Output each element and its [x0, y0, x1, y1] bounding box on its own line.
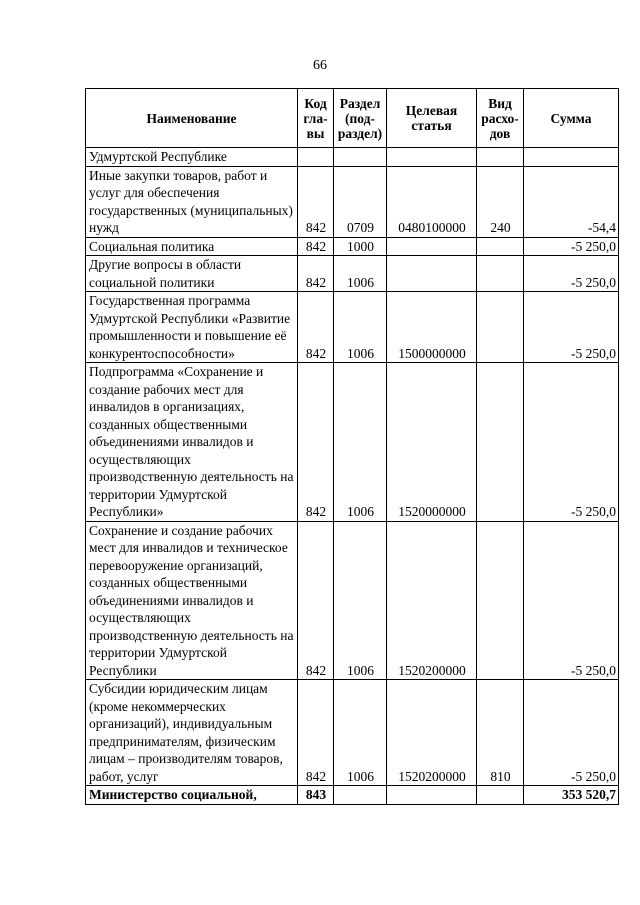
cell-type: 810 — [477, 680, 524, 786]
cell-target: 1520000000 — [387, 363, 477, 522]
cell-target — [387, 148, 477, 167]
cell-code — [298, 148, 334, 167]
cell-code: 842 — [298, 166, 334, 237]
header-type: Вид расхо- дов — [477, 89, 524, 148]
cell-target — [387, 237, 477, 256]
cell-code: 842 — [298, 363, 334, 522]
cell-name: Другие вопросы в области социальной политики — [86, 256, 298, 292]
cell-type: 240 — [477, 166, 524, 237]
header-name: Наименование — [86, 89, 298, 148]
cell-section: 1006 — [334, 521, 387, 680]
cell-name: Социальная политика — [86, 237, 298, 256]
page-number: 66 — [313, 58, 327, 73]
cell-target — [387, 256, 477, 292]
cell-section: 1006 — [334, 363, 387, 522]
cell-section: 1006 — [334, 292, 387, 363]
cell-target — [387, 786, 477, 805]
cell-name: Сохранение и создание рабочих мест для инвалидов и техническое перевооружение организаций, созданных общественными объединениями инвалидов и осуществляющих производственную деятельность на территории Удмуртской Республики — [86, 521, 298, 680]
table-row — [86, 521, 619, 680]
table-row — [86, 256, 619, 292]
cell-sum: -5 250,0 — [524, 363, 619, 522]
cell-section: 1006 — [334, 680, 387, 786]
table-row — [86, 292, 619, 363]
cell-type — [477, 148, 524, 167]
cell-code: 843 — [298, 786, 334, 805]
cell-sum: -54,4 — [524, 166, 619, 237]
cell-name: Государственная программа Удмуртской Республики «Развитие промышленности и повышение её конкурентоспособности» — [86, 292, 298, 363]
cell-target: 1520200000 — [387, 680, 477, 786]
cell-target: 1500000000 — [387, 292, 477, 363]
cell-code: 842 — [298, 292, 334, 363]
cell-name: Подпрограмма «Сохранение и создание рабочих мест для инвалидов в организациях, созданных общественными объединениями инвалидов и осуществляющих производственную деятельность на территории Удмуртской Республики» — [86, 363, 298, 522]
cell-sum: -5 250,0 — [524, 256, 619, 292]
cell-code: 842 — [298, 256, 334, 292]
cell-type — [477, 521, 524, 680]
cell-name: Министерство социальной, — [86, 786, 298, 805]
cell-type — [477, 786, 524, 805]
table-row — [86, 680, 619, 786]
cell-type — [477, 237, 524, 256]
header-target: Целевая статья — [387, 89, 477, 148]
cell-sum: -5 250,0 — [524, 237, 619, 256]
cell-name: Иные закупки товаров, работ и услуг для обеспечения государственных (муниципальных) нужд — [86, 166, 298, 237]
cell-sum — [524, 148, 619, 167]
cell-sum: -5 250,0 — [524, 521, 619, 680]
cell-code: 842 — [298, 237, 334, 256]
cell-section — [334, 786, 387, 805]
header-code: Код гла- вы — [298, 89, 334, 148]
cell-type — [477, 363, 524, 522]
cell-sum: 353 520,7 — [524, 786, 619, 805]
cell-code: 842 — [298, 680, 334, 786]
header-sum: Сумма — [524, 89, 619, 148]
table-row — [86, 363, 619, 522]
cell-target: 0480100000 — [387, 166, 477, 237]
header-section: Раздел (под- раздел) — [334, 89, 387, 148]
budget-table — [85, 88, 619, 805]
cell-type — [477, 256, 524, 292]
cell-section — [334, 148, 387, 167]
cell-type — [477, 292, 524, 363]
cell-code: 842 — [298, 521, 334, 680]
table-row — [86, 166, 619, 237]
cell-name: Удмуртской Республике — [86, 148, 298, 167]
cell-target: 1520200000 — [387, 521, 477, 680]
table-row-total — [86, 786, 619, 805]
cell-section: 1006 — [334, 256, 387, 292]
table-header-row — [86, 89, 619, 148]
cell-sum: -5 250,0 — [524, 292, 619, 363]
cell-name: Субсидии юридическим лицам (кроме некоммерческих организаций), индивидуальным предпринимателям, физическим лицам – производителям товаров, работ, услуг — [86, 680, 298, 786]
cell-section: 1000 — [334, 237, 387, 256]
table-row — [86, 148, 619, 167]
table-row — [86, 237, 619, 256]
cell-section: 0709 — [334, 166, 387, 237]
cell-sum: -5 250,0 — [524, 680, 619, 786]
